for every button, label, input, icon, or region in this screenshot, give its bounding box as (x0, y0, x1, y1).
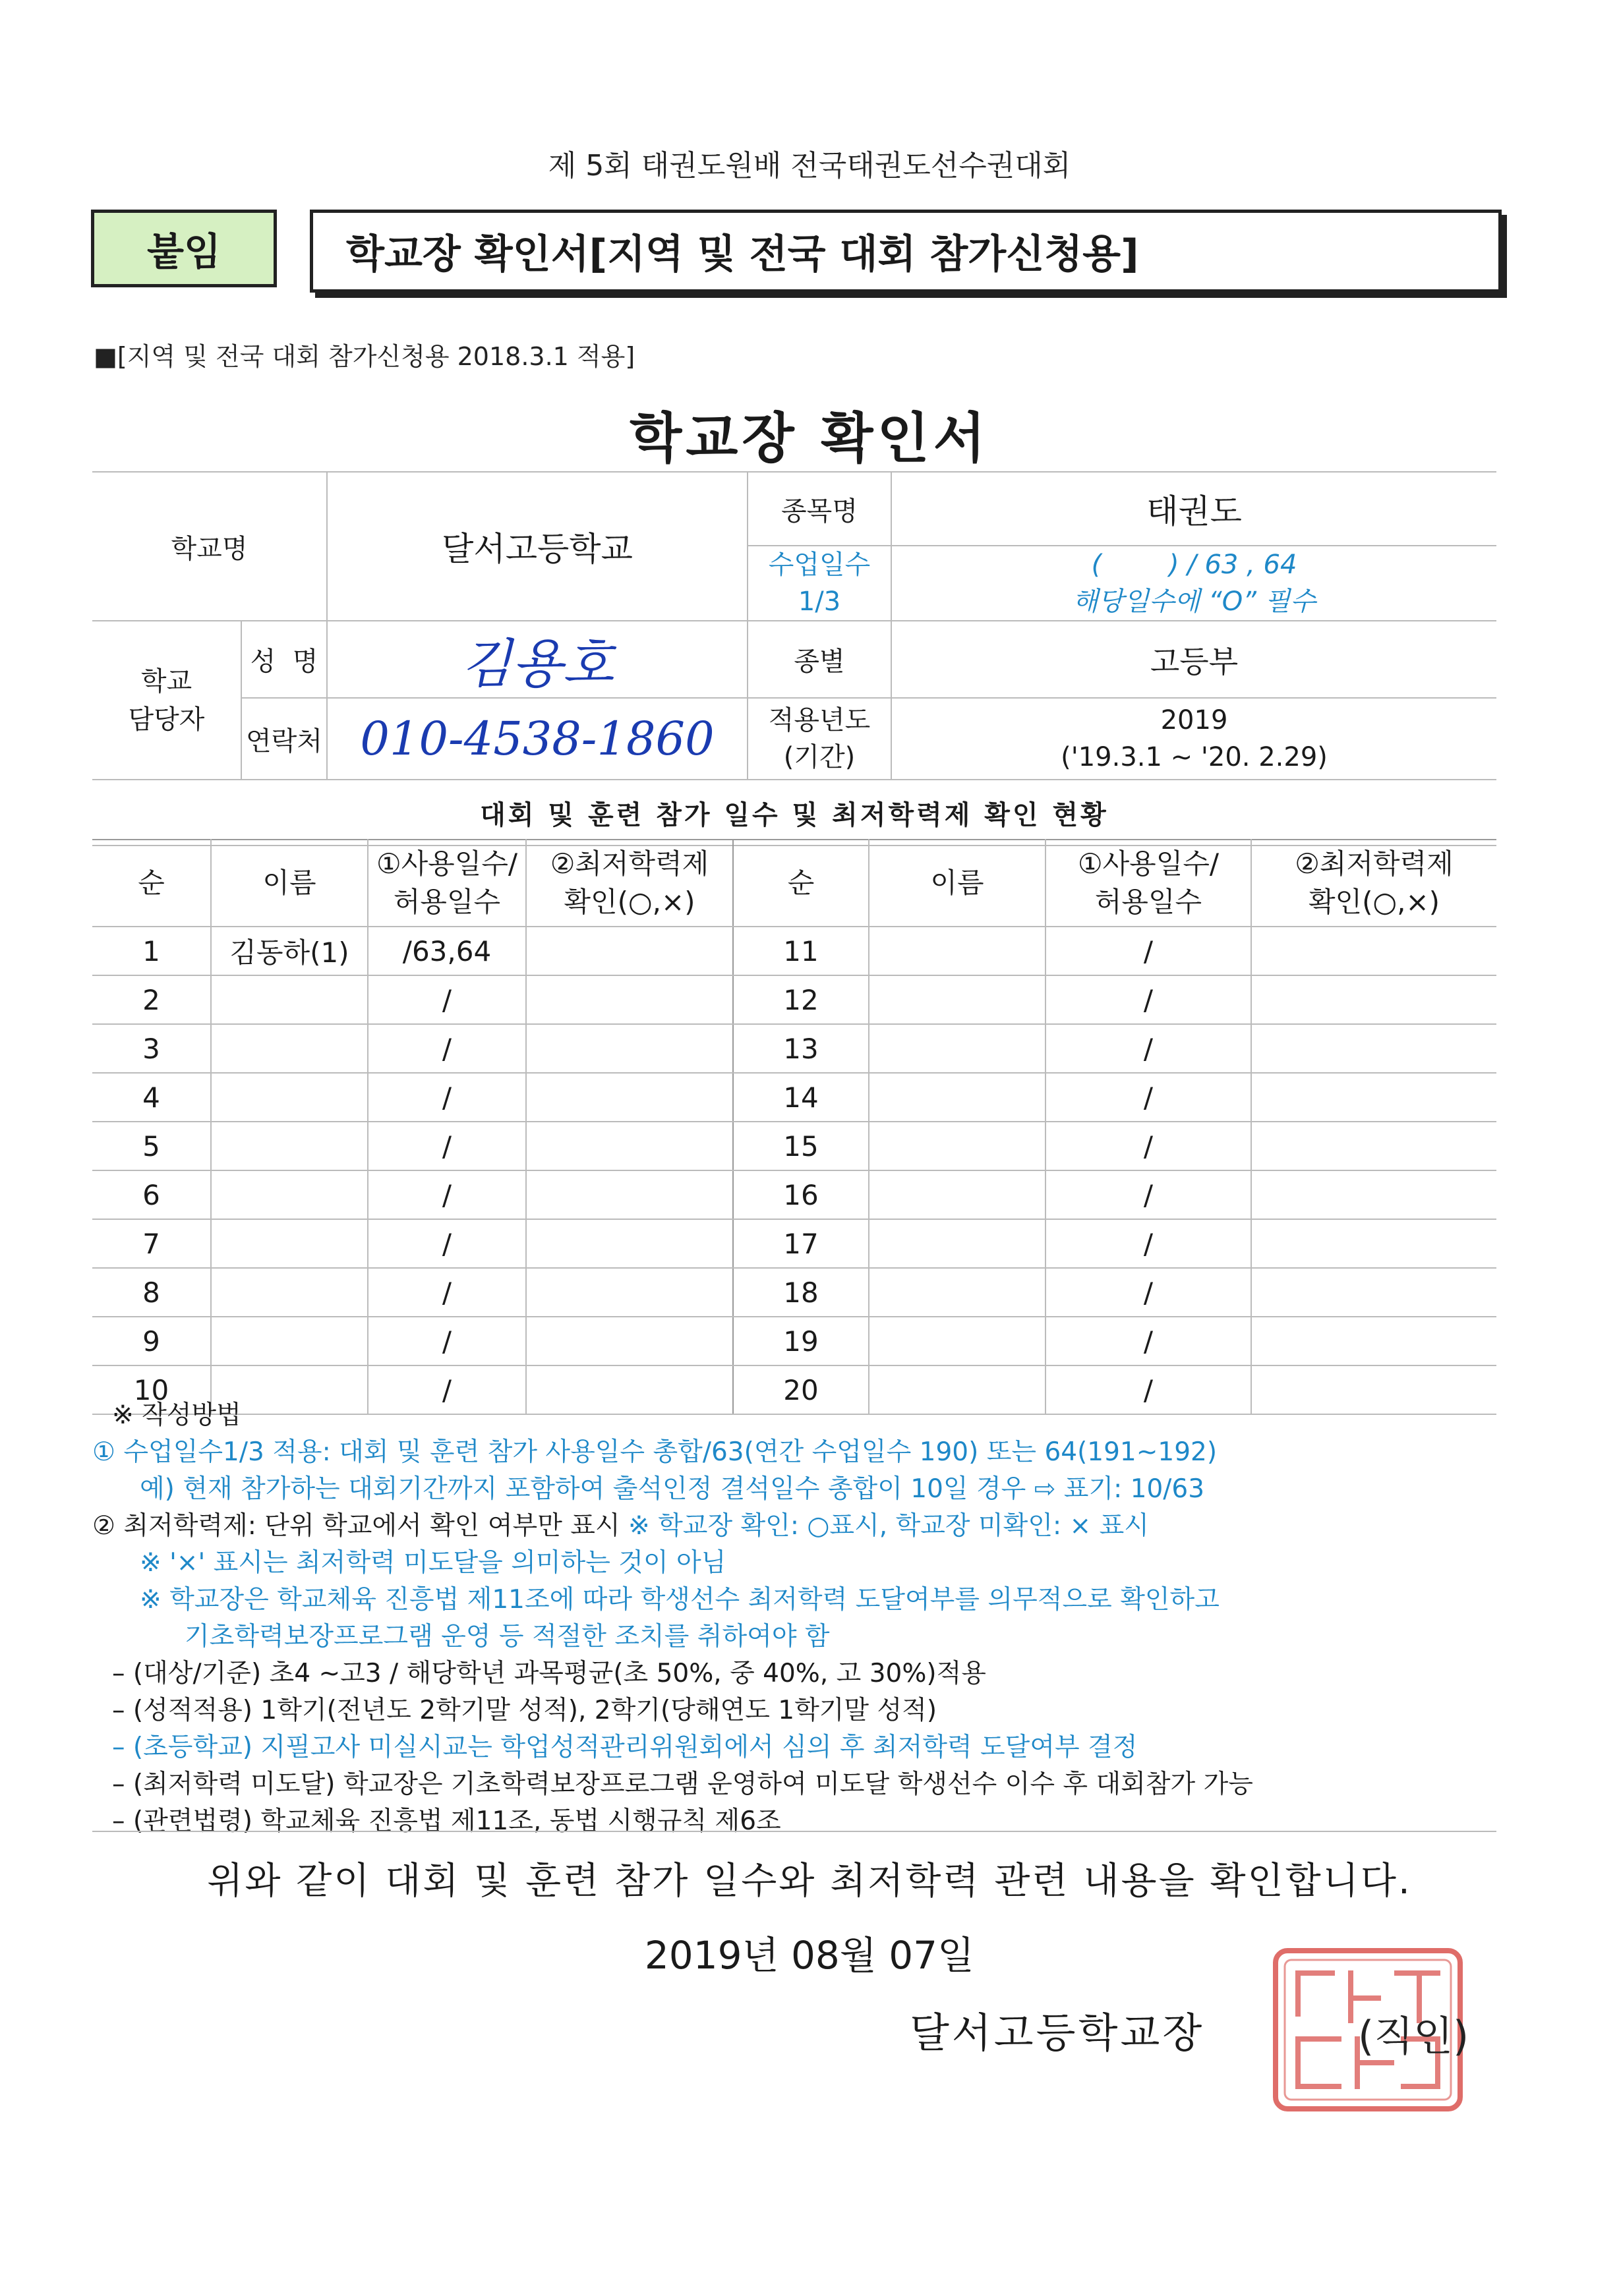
section-title: 대회 및 훈련 참가 일수 및 최저학력제 확인 현황 (92, 780, 1496, 846)
min-grade-check (526, 1024, 733, 1073)
col-days-header-line2: 허용일수 (393, 886, 501, 918)
year-value (891, 698, 1496, 780)
notice-line: ■[지역 및 전국 대회 참가신청용 2018.3.1 적용] (94, 342, 635, 371)
event-value: 태권도 (891, 472, 1496, 546)
used-days: / (1045, 1219, 1251, 1268)
attachment-tag: 붙임 (91, 210, 277, 287)
event-title: 제 5회 태권도원배 전국태권도선수권대회 (548, 149, 1071, 183)
row-number: 13 (733, 1024, 869, 1073)
participant-name (211, 1122, 368, 1170)
min-grade-check (526, 1268, 733, 1317)
participant-name (211, 1073, 368, 1122)
seal-mark: (직인) (1358, 2012, 1469, 2060)
used-days: / (1045, 1365, 1251, 1414)
category-label: 종별 (748, 621, 891, 698)
participant-name (869, 1073, 1045, 1122)
col-name-header: 이름 (869, 840, 1045, 927)
row-number: 9 (92, 1317, 211, 1365)
note-2-highlight: ※ 학교장 확인: ○표시, 학교장 미확인: × 표시 (628, 1511, 1149, 1541)
class-days-value-line1: ( ) / 63 , 64 (1091, 550, 1297, 580)
row-number: 17 (733, 1219, 869, 1268)
min-grade-check (1251, 1219, 1496, 1268)
confirmation-text: 위와 같이 대회 및 훈련 참가 일수와 최저학력 관련 내용을 확인합니다. (207, 1860, 1412, 1903)
participant-name (211, 1024, 368, 1073)
col-check-header (526, 840, 733, 927)
row-number: 12 (733, 975, 869, 1024)
row-number: 5 (92, 1122, 211, 1170)
table-header-row (92, 840, 1496, 927)
participant-table (92, 839, 1496, 1415)
phone-value-handwritten: 010-4538-1860 (327, 698, 748, 780)
participant-name (869, 1170, 1045, 1219)
participant-name (869, 1024, 1045, 1073)
row-number: 10 (92, 1365, 211, 1414)
row-number: 16 (733, 1170, 869, 1219)
participant-name (869, 975, 1045, 1024)
table-row (92, 1073, 1496, 1122)
min-grade-check (1251, 1024, 1496, 1073)
col-check-header-line2: 확인(○,×) (1308, 886, 1440, 918)
note-2 (92, 1508, 1510, 1545)
col-check-header (1251, 840, 1496, 927)
participant-name (211, 1170, 368, 1219)
min-grade-check (1251, 975, 1496, 1024)
used-days: / (1045, 1268, 1251, 1317)
min-grade-check (1251, 927, 1496, 975)
min-grade-check (526, 1317, 733, 1365)
participant-name (211, 1317, 368, 1365)
min-grade-check (526, 975, 733, 1024)
category-value: 고등부 (891, 621, 1496, 698)
row-number: 3 (92, 1024, 211, 1073)
used-days: / (368, 1365, 526, 1414)
col-days-header-line2: 허용일수 (1094, 886, 1202, 918)
year-label (748, 698, 891, 780)
used-days: / (368, 1122, 526, 1170)
col-check-header-line1: ②최저학력제 (550, 847, 709, 880)
detail-4: – (최저학력 미도달) 학교장은 기초학력보장프로그램 운영하여 미도달 학생선수 이수 후 대회참가 가능 (112, 1769, 1253, 1799)
class-days-label (748, 546, 891, 621)
row-number: 18 (733, 1268, 869, 1317)
table-row (92, 1122, 1496, 1170)
info-table (92, 471, 1496, 846)
used-days: / (368, 1170, 526, 1219)
table-row (92, 1268, 1496, 1317)
min-grade-check (1251, 1073, 1496, 1122)
year-value-line1: 2019 (1160, 705, 1228, 735)
participant-name (211, 1219, 368, 1268)
col-days-header (1045, 840, 1251, 927)
year-label-line2: (기간) (783, 742, 856, 772)
contact-label-line1: 학교 (140, 666, 192, 697)
participant-name (869, 927, 1045, 975)
row-number: 8 (92, 1268, 211, 1317)
table-row (92, 1219, 1496, 1268)
event-label: 종목명 (748, 472, 891, 546)
used-days: / (368, 1073, 526, 1122)
col-days-header (368, 840, 526, 927)
col-days-header-line1: ①사용일수/ (1077, 847, 1220, 880)
instructions (92, 1397, 1510, 1840)
school-value: 달서고등학교 (327, 472, 748, 621)
min-grade-check (526, 1219, 733, 1268)
participant-name (211, 975, 368, 1024)
min-grade-check (1251, 1317, 1496, 1365)
name-value-handwritten: 김용호 (327, 621, 748, 698)
col-no-header: 순 (733, 840, 869, 927)
table-row (92, 975, 1496, 1024)
note-4a: ※ 학교장은 학교체육 진흥법 제11조에 따라 학생선수 최저학력 도달여부를 의무적으로 확인하고 (140, 1585, 1220, 1615)
used-days: / (1045, 1024, 1251, 1073)
used-days: / (1045, 975, 1251, 1024)
detail-1: – (대상/기준) 초4 ~고3 / 해당학년 과목평균(초 50%, 중 40%, 고 30%)적용 (112, 1659, 986, 1688)
min-grade-check (1251, 1170, 1496, 1219)
used-days: / (1045, 1170, 1251, 1219)
row-number: 14 (733, 1073, 869, 1122)
note-2-text: ② 최저학력제: 단위 학교에서 확인 여부만 표시 (92, 1511, 629, 1541)
row-number: 11 (733, 927, 869, 975)
used-days: / (368, 1024, 526, 1073)
used-days: / (368, 1317, 526, 1365)
table-row (92, 1170, 1496, 1219)
used-days: / (1045, 1122, 1251, 1170)
participant-name (211, 1268, 368, 1317)
row-number: 15 (733, 1122, 869, 1170)
used-days: / (1045, 1073, 1251, 1122)
date: 2019년 08월 07일 (644, 1933, 975, 1978)
used-days: / (368, 1219, 526, 1268)
participant-name (869, 1122, 1045, 1170)
form-title: 학교장 확인서[지역 및 전국 대회 참가신청용] (310, 210, 1502, 293)
row-number: 7 (92, 1219, 211, 1268)
used-days: /63,64 (368, 927, 526, 975)
signer: 달서고등학교장 (910, 2009, 1205, 2057)
table-body (92, 927, 1496, 1414)
class-days-label-line1: 수업일수 (768, 550, 871, 580)
col-days-header-line1: ①사용일수/ (376, 847, 518, 880)
row-number: 20 (733, 1365, 869, 1414)
note-1a: ① 수업일수1/3 적용: 대회 및 훈련 참가 사용일수 총합/63(연간 수업일수 190) 또는 64(191~192) (92, 1437, 1218, 1467)
school-label: 학교명 (92, 472, 327, 621)
min-grade-check (526, 1170, 733, 1219)
min-grade-check (526, 927, 733, 975)
class-days-label-line2: 1/3 (798, 587, 841, 617)
class-days-value (891, 546, 1496, 621)
document-title: 학교장 확인서 (630, 407, 989, 470)
note-1b: 예) 현재 참가하는 대회기간까지 포함하여 출석인정 결석일수 총합이 10일 경우 ⇨ 표기: 10/63 (140, 1474, 1205, 1504)
participant-name (869, 1268, 1045, 1317)
used-days: / (368, 1268, 526, 1317)
participant-name (869, 1219, 1045, 1268)
detail-5: – (관련법령) 학교체육 진흥법 제11조, 동법 시행규칙 제6조 (112, 1806, 781, 1836)
contact-label-line2: 담당자 (128, 704, 205, 735)
contact-label (92, 621, 241, 780)
used-days: / (368, 975, 526, 1024)
used-days: / (1045, 1317, 1251, 1365)
participant-name (869, 1317, 1045, 1365)
note-4b: 기초학력보장프로그램 운영 등 적절한 조치를 취하여야 함 (185, 1622, 830, 1651)
note-3: ※ '×' 표시는 최저학력 미도달을 의미하는 것이 아님 (140, 1548, 726, 1578)
row-number: 6 (92, 1170, 211, 1219)
participant-name: 김동하(1) (211, 927, 368, 975)
col-check-header-line1: ②최저학력제 (1295, 847, 1454, 880)
divider (92, 1831, 1496, 1832)
class-days-value-line2: 해당일수에 “O” 필수 (1073, 587, 1316, 617)
col-check-header-line2: 확인(○,×) (564, 886, 695, 918)
year-value-line2: ('19.3.1 ~ '20. 2.29) (1061, 742, 1328, 772)
phone-label: 연락처 (241, 698, 327, 780)
row-number: 4 (92, 1073, 211, 1122)
table-row (92, 1317, 1496, 1365)
table-row (92, 927, 1496, 975)
name-label: 성 명 (241, 621, 327, 698)
used-days: / (1045, 927, 1251, 975)
min-grade-check (1251, 1122, 1496, 1170)
col-no-header: 순 (92, 840, 211, 927)
detail-3: – (초등학교) 지필고사 미실시교는 학업성적관리위원회에서 심의 후 최저학력 도달여부 결정 (112, 1733, 1138, 1762)
row-number: 2 (92, 975, 211, 1024)
row-number: 19 (733, 1317, 869, 1365)
notes-heading: ※ 작성방법 (112, 1400, 241, 1430)
min-grade-check (1251, 1268, 1496, 1317)
table-row (92, 1024, 1496, 1073)
col-name-header: 이름 (211, 840, 368, 927)
detail-2: – (성적적용) 1학기(전년도 2학기말 성적), 2학기(당해연도 1학기말 성적) (112, 1696, 937, 1725)
year-label-line1: 적용년도 (768, 705, 871, 735)
row-number: 1 (92, 927, 211, 975)
min-grade-check (526, 1073, 733, 1122)
min-grade-check (526, 1122, 733, 1170)
